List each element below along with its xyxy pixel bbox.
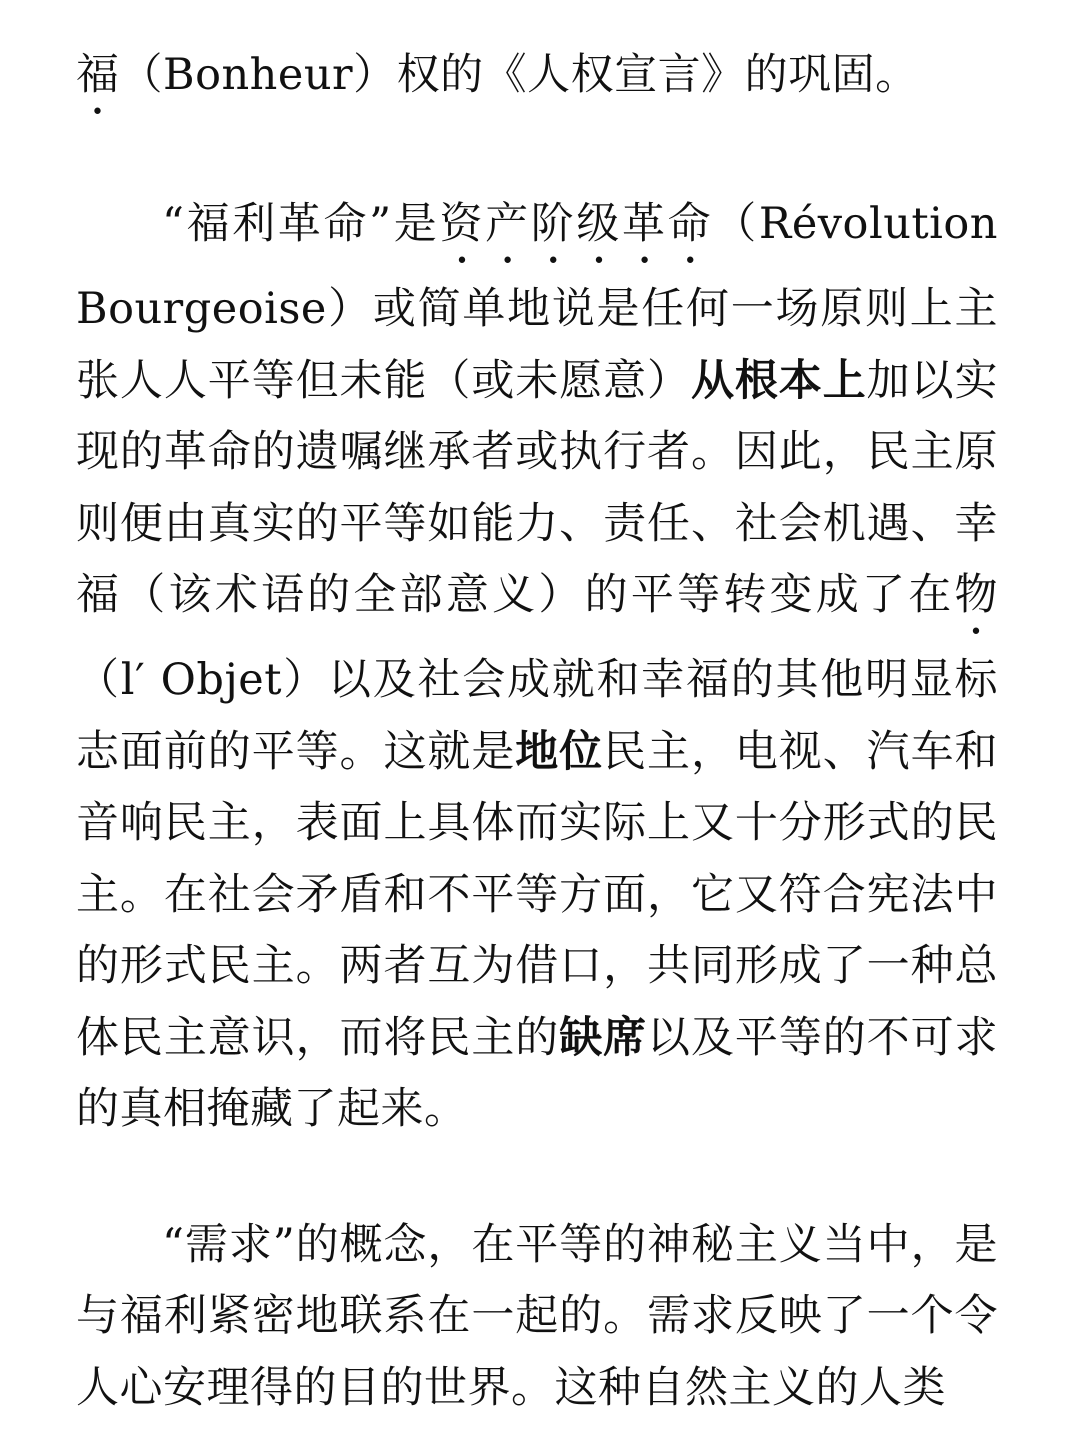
paragraph-needs-concept [76, 1210, 998, 1425]
paragraph-continued [76, 40, 998, 125]
bold-text: 从根本上 [690, 355, 867, 406]
text-run: 以及平等的不可求的真相掩藏了起来。 [76, 1012, 999, 1134]
text-run: “需求”的概念，在平等的神秘主义当中，是与福利紧密地联系在一起的。需求反映了一个令人心安理得的目的世界。这种自然主义的人类 [76, 1219, 998, 1413]
bold-text: 地位 [515, 726, 604, 777]
text-run: 加以实现的革命的遗嘱继承者或执行者。因此，民主原则便由真实的平等如能力、责任、社会机遇、幸福（该术语的全部意义）的平等转变成了在 [76, 355, 999, 620]
book-page [76, 40, 998, 1424]
emphasized-text: 福 [76, 50, 120, 100]
emphasized-text: 物 [954, 570, 998, 620]
paragraph-welfare-revolution [76, 189, 998, 1146]
text-run: （Bonheur）权的《人权宣言》的巩固。 [119, 50, 919, 100]
text-run: 民主，电视、汽车和音响民主，表面上具体而实际上又十分形式的民主。在社会矛盾和不平等方面，它又符合宪法中的形式民主。两者互为借口，共同形成了一种总体民主意识，而将民主的 [76, 726, 999, 1063]
text-run: “福利革命”是 [162, 199, 440, 249]
emphasized-text: 资产阶级革命 [439, 199, 714, 249]
text-run: （Révolution Bourgeoise）或简单地说是任何一场原则上主张人人平等但未能（或未愿意） [76, 199, 999, 406]
bold-text: 缺席 [559, 1012, 648, 1063]
text-run: （l′ Objet）以及社会成就和幸福的其他明显标志面前的平等。这就是 [76, 655, 998, 777]
